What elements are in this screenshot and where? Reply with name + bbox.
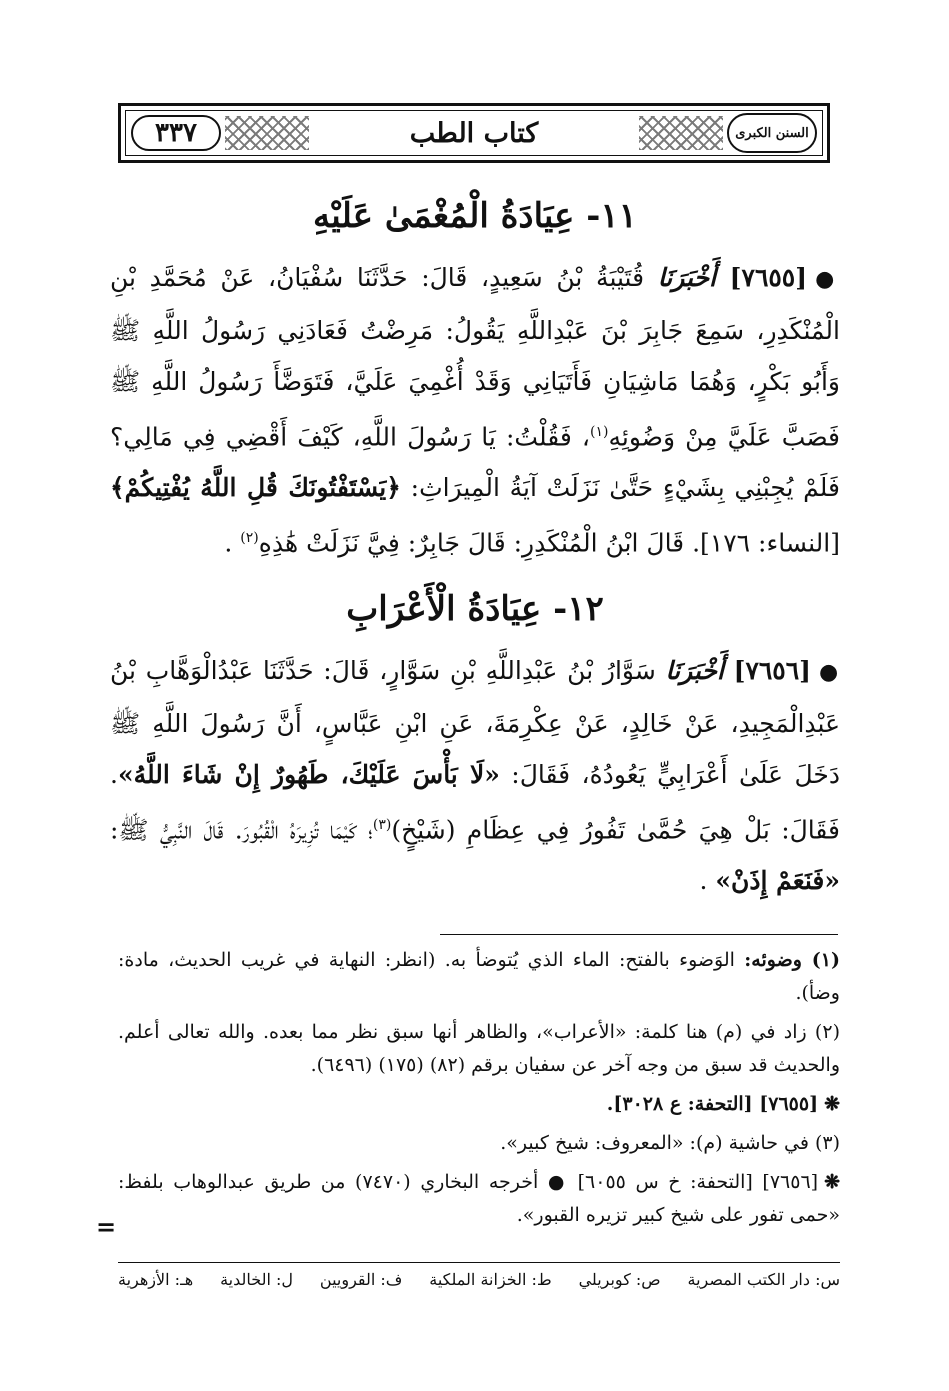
prophet-quote-2: «فَنَعَمْ إِذَنْ»	[715, 865, 840, 895]
prophet-quote-1: «لَا بَأْسَ عَلَيْكَ، طَهُورٌ إِنْ شَاءَ اللَّهُ»	[117, 759, 500, 789]
source-item: ل: الخالدية	[220, 1270, 294, 1289]
hadith-text-a: قُتَيْبَةُ بْنُ سَعِيدٍ، قَالَ: حَدَّثَنَا سُفْيَانُ، عَنْ مُحَمَّدِ بْنِ الْمُنْكَدِرِ، سَمِعَ جَابِرَ بْنَ عَبْدِاللَّهِ يَقُولُ: مَرِضْتُ فَعَادَنِي رَسُولُ اللَّهِ ﷺ وَأَبُو بَكْرٍ، وَهُمَا مَاشِيَانِ فَأَتَيَانِي وَقَدْ أُغْمِيَ عَلَيَّ، فَتَوَضَّأَ رَسُولُ اللَّهِ ﷺ فَصَبَّ عَلَيَّ مِنْ وَضُوئِهِ	[110, 263, 840, 452]
hadith-text-end: .	[699, 865, 708, 895]
page-header	[118, 103, 830, 163]
quran-reference: [النساء: ١٧٦]	[700, 528, 840, 558]
takhrij-7655	[118, 1088, 840, 1121]
sources-divider	[118, 1262, 840, 1263]
takhrij-7656-text: [٧٦٥٦] [التحفة: خ س ٦٠٥٥] ● أخرجه البخاري (٧٤٧٠) من طريق عبدالوهاب بلفظ: «حمى تفور على شيخ كبير تزيره القبور».	[118, 1171, 840, 1226]
footnote-1-text: الوَضوء بالفتح: الماء الذي يُتوضأ به. (انظر: النهاية في غريب الحديث، مادة: وضأ).	[118, 949, 840, 1004]
hadith-text-b: ، فَقُلْتُ: يَا رَسُولَ اللَّهِ، كَيْفَ أَقْضِي فِي مَالِي؟ فَلَمْ يُجِبْنِي بِشَيْءٍ حَتَّىٰ نَزَلَتْ آيَةُ الْمِيرَاثِ:	[110, 422, 840, 503]
source-item: هـ: الأزهرية	[118, 1270, 194, 1289]
continuation-mark: =	[96, 1212, 117, 1241]
hadith-text-b: . فَقَالَ: بَلْ هِيَ حُمَّىٰ تَفُورُ فِي عِظَامِ (شَيْخٍ)	[110, 759, 840, 844]
header-ornament-left-icon	[225, 116, 309, 150]
main-text	[110, 188, 840, 926]
section-title-12: ١٢- عِيَادَةُ الْأَعْرَابِ	[346, 588, 604, 629]
footnote-2: (٢) زاد في (م) هنا كلمة: «الأعراب»، والظاهر أنها سبق نظر مما بعده. والله تعالى أعلم. والحديث قد سبق من وجه آخر عن سفيان برقم (٨٢) (١٧٥) (٦٤٩٦).	[118, 1021, 840, 1076]
star-icon: ❋	[824, 1171, 840, 1193]
hadith-text-end: .	[224, 528, 233, 558]
manuscript-sources	[118, 1270, 840, 1289]
book-seal-logo	[727, 113, 817, 153]
takhrij-7656	[118, 1166, 840, 1232]
akhbarana-word: أَخْبَرَنَا	[657, 263, 717, 292]
footnote-mark-2: (٢)	[240, 530, 259, 547]
source-item: س: دار الكتب المصرية	[687, 1270, 840, 1289]
hadith-text-a: سَوَّارُ بْنُ عَبْدِاللَّهِ بْنِ سَوَّارٍ، قَالَ: حَدَّثَنَا عَبْدُالْوَهَّابِ بْنُ عَبْدِالْمَجِيدِ، عَنْ خَالِدٍ، عَنْ عِكْرِمَةَ، عَنِ ابْنِ عَبَّاسٍ، أَنَّ رَسُولَ اللَّهِ ﷺ دَخَلَ عَلَىٰ أَعْرَابِيٍّ يَعُودُهُ، فَقَالَ:	[110, 655, 840, 789]
akhbarana-word: أَخْبَرَنَا	[665, 655, 724, 685]
hadith-7656	[110, 645, 840, 906]
star-icon: ❋	[824, 1093, 840, 1115]
bullet-icon: ●	[819, 659, 841, 685]
book-title: كتاب الطب	[409, 118, 539, 149]
takhrij-7655-text: [٧٦٥٥] [التحفة: ع ٣٠٢٨].	[606, 1093, 819, 1115]
footnote-3: (٣) في حاشية (م): «المعروف: شيخ كبير».	[500, 1132, 840, 1154]
hadith-text-c: ؛ كَيْمَا تُزِيرَهُ الْقُبُورَ. قَالَ النَّبِيُّ ﷺ:	[110, 814, 373, 844]
footnote-mark-3: (٣)	[372, 816, 392, 833]
hadith-7655	[110, 252, 840, 569]
source-item: ص: كوبريلي	[578, 1270, 661, 1289]
footnotes	[118, 944, 840, 1238]
footnote-divider	[440, 934, 838, 935]
hadith-ref: [٧٦٥٥]	[729, 263, 808, 292]
header-ornament-right-icon	[639, 116, 723, 150]
seal-text: السنن الكبرى	[735, 125, 809, 141]
footnote-mark-1: (١)	[590, 424, 609, 440]
quran-verse: ﴿يَسْتَفْتُونَكَ قُلِ اللَّهُ يُفْتِيكُمْ﴾	[110, 473, 401, 503]
source-item: ف: القرويين	[319, 1270, 403, 1289]
footnote-1-label: (١) وضوئه:	[744, 949, 840, 971]
bullet-icon: ●	[815, 267, 840, 292]
hadith-ref: [٧٦٥٦]	[733, 655, 812, 685]
hadith-text-c: . قَالَ ابْنُ الْمُنْكَدِرِ: قَالَ جَابِرٌ: فِيَّ نَزَلَتْ هَٰذِهِ	[258, 528, 701, 558]
footnote-1	[118, 944, 840, 1010]
page-number: ٣٣٧	[131, 115, 221, 151]
section-title-11: ١١- عِيَادَةُ الْمُغْمَىٰ عَلَيْهِ	[313, 196, 637, 236]
source-item: ط: الخزانة الملكية	[429, 1270, 552, 1289]
